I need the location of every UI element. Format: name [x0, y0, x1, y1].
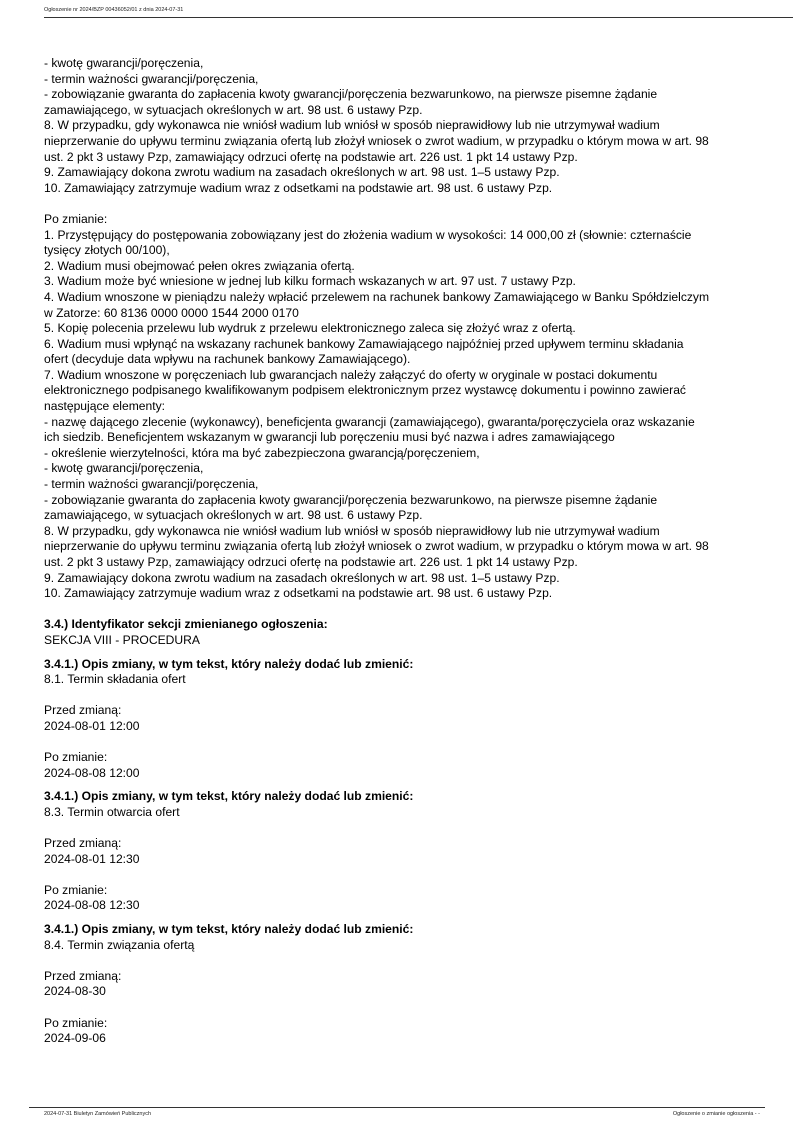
before-label: Przed zmianą:	[44, 703, 122, 718]
after-label: Po zmianie:	[44, 211, 108, 226]
text-line: nieprzerwanie do upływu terminu związania ofertą lub złożył wniosek o zwrot wadium, w przypadku o którym mowa w art. 98	[44, 539, 709, 554]
spacer	[44, 735, 756, 751]
text-line: 8. W przypadku, gdy wykonawca nie wniósł wadium lub wniósł w sposób nieprawidłowy lub nie utrzymywał wadium	[44, 523, 660, 538]
before-block-tail	[44, 56, 756, 196]
text-line: 9. Zamawiający dokona zwrotu wadium na zasadach określonych w art. 98 ust. 1–5 ustawy Pzp.	[44, 165, 560, 180]
text-line: nieprzerwanie do upływu terminu związania ofertą lub złożył wniosek o zwrot wadium, w przypadku o którym mowa w art. 98	[44, 133, 709, 148]
before-label: Przed zmianą:	[44, 968, 122, 983]
spacer	[44, 953, 756, 969]
text-line: 8. W przypadku, gdy wykonawca nie wniósł wadium lub wniósł w sposób nieprawidłowy lub nie utrzymywał wadium	[44, 118, 660, 133]
change-entry	[44, 657, 756, 782]
footer-right: Ogłoszenie o zmianie ogłoszenia - -	[672, 1111, 760, 1117]
text-line: - termin ważności gwarancji/poręczenia,	[44, 477, 259, 492]
text-line: 3. Wadium może być wniesione w jednej lub kilku formach wskazanych w art. 97 ust. 7 ustawy Pzp.	[44, 274, 576, 289]
spacer	[44, 602, 756, 618]
text-line: - kwotę gwarancji/poręczenia,	[44, 461, 204, 476]
spacer	[44, 781, 756, 789]
text-line: 7. Wadium wnoszone w poręczeniach lub gwarancjach należy załączyć do oferty w oryginale w postaci dokumentu	[44, 367, 658, 382]
after-label: Po zmianie:	[44, 1015, 108, 1030]
change-entry	[44, 789, 756, 914]
text-line: 10. Zamawiający zatrzymuje wadium wraz z odsetkami na podstawie art. 98 ust. 6 ustawy Pzp.	[44, 180, 553, 195]
text-line: - nazwę dającego zlecenie (wykonawcy), beneficjenta gwarancji (zamawiającego), gwaranta/poręczyciela oraz wskazanie	[44, 414, 695, 429]
after-block	[44, 212, 756, 602]
spacer	[44, 867, 756, 883]
section-value: SEKCJA VIII - PROCEDURA	[44, 632, 200, 647]
after-label: Po zmianie:	[44, 882, 108, 897]
after-value: 2024-09-06	[44, 1031, 106, 1046]
text-line: 4. Wadium wnoszone w pieniądzu należy wpłacić przelewem na rachunek bankowy Zamawiającego w Banku Spółdzielczym	[44, 289, 710, 304]
change-heading: 3.4.1.) Opis zmiany, w tym tekst, który należy dodać lub zmienić:	[44, 789, 414, 804]
text-line: 9. Zamawiający dokona zwrotu wadium na zasadach określonych w art. 98 ust. 1–5 ustawy Pzp.	[44, 570, 560, 585]
change-entry	[44, 922, 756, 1047]
change-item: 8.4. Termin związania ofertą	[44, 937, 195, 952]
text-line: 6. Wadium musi wpłynąć na wskazany rachunek bankowy Zamawiającego najpóźniej przed upływem terminu składania	[44, 336, 684, 351]
text-line: zamawiającego, w sytuacjach określonych w art. 98 ust. 6 ustawy Pzp.	[44, 508, 423, 523]
text-line: - termin ważności gwarancji/poręczenia,	[44, 71, 259, 86]
text-line: - kwotę gwarancji/poręczenia,	[44, 56, 204, 70]
change-heading: 3.4.1.) Opis zmiany, w tym tekst, który należy dodać lub zmienić:	[44, 656, 414, 671]
before-value: 2024-08-30	[44, 984, 106, 999]
change-heading: 3.4.1.) Opis zmiany, w tym tekst, który należy dodać lub zmienić:	[44, 922, 414, 937]
text-line: ust. 2 pkt 3 ustawy Pzp, zamawiający odrzuci ofertę na podstawie art. 226 ust. 1 pkt 14 ustawy Pzp.	[44, 149, 578, 164]
text-line: następujące elementy:	[44, 399, 166, 414]
text-line: zamawiającego, w sytuacjach określonych w art. 98 ust. 6 ustawy Pzp.	[44, 102, 423, 117]
document-body	[44, 56, 756, 1047]
before-label: Przed zmianą:	[44, 836, 122, 851]
after-label: Po zmianie:	[44, 750, 108, 765]
text-line: 1. Przystępujący do postępowania zobowiązany jest do złożenia wadium w wysokości: 14 000,00 zł (słownie: czternaście	[44, 227, 692, 242]
text-line: ust. 2 pkt 3 ustawy Pzp, zamawiający odrzuci ofertę na podstawie art. 226 ust. 1 pkt 14 ustawy Pzp.	[44, 555, 578, 569]
before-value: 2024-08-01 12:00	[44, 718, 140, 733]
spacer	[44, 1000, 756, 1016]
text-line: ich siedzib. Beneficjentem wskazanym w gwarancji lub poręczeniu musi być nazwa i adres zamawiającego	[44, 430, 615, 445]
change-item: 8.1. Termin składania ofert	[44, 672, 186, 687]
text-line: - zobowiązanie gwaranta do zapłacenia kwoty gwarancji/poręczenia bezwarunkowo, na pierwsze pisemne żądanie	[44, 492, 658, 507]
before-value: 2024-08-01 12:30	[44, 851, 140, 866]
spacer	[44, 649, 756, 657]
text-line: ofert (decyduje data wpływu na rachunek bankowy Zamawiającego).	[44, 352, 411, 367]
spacer	[44, 821, 756, 837]
spacer	[44, 196, 756, 212]
header-divider	[44, 17, 793, 18]
page-header: Ogłoszenie nr 2024/BZP 00436052/01 z dnia 2024-07-31	[44, 7, 184, 13]
footer-left: 2024-07-31 Biuletyn Zamówień Publicznych	[44, 1111, 152, 1117]
after-value: 2024-08-08 12:00	[44, 765, 140, 780]
text-line: - określenie wierzytelności, która ma być zabezpieczona gwarancją/poręczeniem,	[44, 445, 480, 460]
text-line: 2. Wadium musi obejmować pełen okres związania ofertą.	[44, 258, 355, 273]
after-value: 2024-08-08 12:30	[44, 898, 140, 913]
section-heading: 3.4.) Identyfikator sekcji zmienianego ogłoszenia:	[44, 617, 328, 632]
text-line: 10. Zamawiający zatrzymuje wadium wraz z odsetkami na podstawie art. 98 ust. 6 ustawy Pzp.	[44, 586, 553, 601]
footer-divider	[29, 1107, 765, 1108]
spacer	[44, 688, 756, 704]
section-identifier	[44, 617, 756, 648]
text-line: - zobowiązanie gwaranta do zapłacenia kwoty gwarancji/poręczenia bezwarunkowo, na pierwsze pisemne żądanie	[44, 87, 658, 102]
text-line: elektronicznego podpisanego kwalifikowanym podpisem elektronicznym przez wystawcę dokumentu i powinno zawierać	[44, 383, 686, 398]
text-line: 5. Kopię polecenia przelewu lub wydruk z przelewu elektronicznego zaleca się złożyć wraz z ofertą.	[44, 321, 576, 336]
text-line: w Zatorze: 60 8136 0000 0000 1544 2000 0170	[44, 305, 299, 320]
change-item: 8.3. Termin otwarcia ofert	[44, 804, 180, 819]
text-line: tysięcy złotych 00/100),	[44, 243, 170, 258]
spacer	[44, 914, 756, 922]
